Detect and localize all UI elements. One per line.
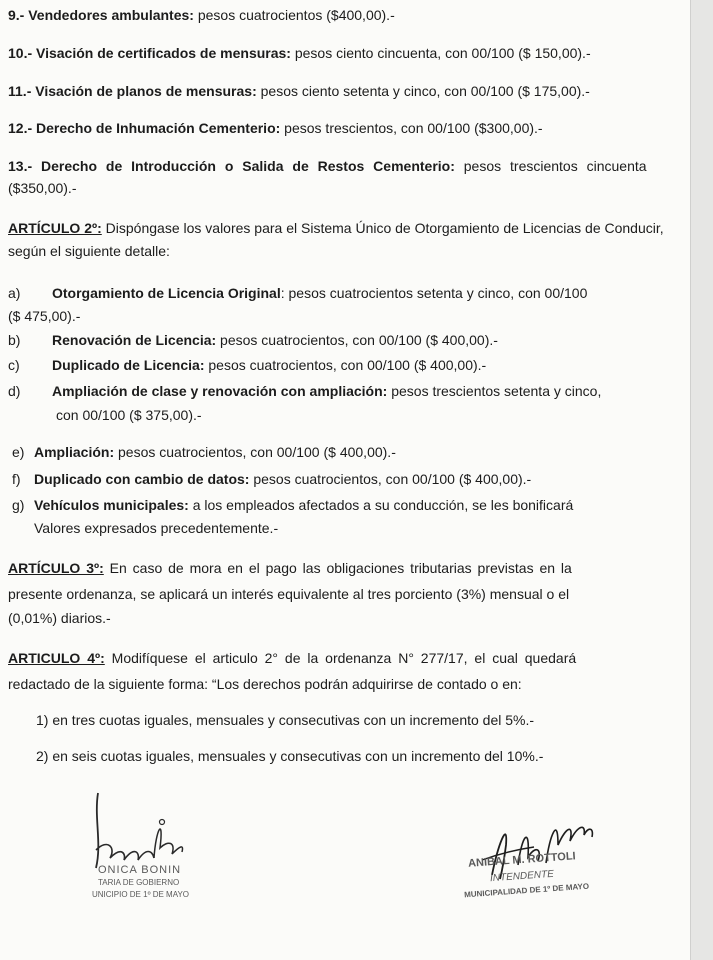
item-13: 13.- Derecho de Introducción o Salida de Restos Cementerio: pesos trescientos cincuenta	[8, 158, 647, 174]
item-11: 11.- Visación de planos de mensuras: pesos ciento setenta y cinco, con 00/100 ($ 175,00).-	[8, 83, 590, 99]
art2-item-c: c) Duplicado de Licencia: pesos cuatrocientos, con 00/100 ($ 400,00).-	[8, 357, 487, 373]
page-edge	[690, 0, 713, 960]
art2-item-d-cont: con 00/100 ($ 375,00).-	[56, 407, 202, 423]
item-12: 12.- Derecho de Inhumación Cementerio: pesos trescientos, con 00/100 ($300,00).-	[8, 120, 543, 136]
art4-line1: ARTICULO 4º: Modifíquese el articulo 2° de la ordenanza N° 277/17, el cual quedará	[8, 650, 577, 666]
stamp-left-name: ONICA BONIN	[98, 864, 182, 876]
item-9: 9.- Vendedores ambulantes: pesos cuatrocientos ($400,00).-	[8, 7, 395, 23]
item-13-cont: ($350,00).-	[8, 180, 77, 196]
stamp-right-role: INTENDENTE	[489, 868, 555, 885]
art3-line3: (0,01%) diarios.-	[8, 610, 111, 626]
art2-item-g: g) Vehículos municipales: a los empleados afectados a su conducción, se les bonificará	[12, 497, 574, 513]
art2-line2: según el siguiente detalle:	[8, 243, 170, 259]
art2-item-e: e) Ampliación: pesos cuatrocientos, con 00/100 ($ 400,00).-	[12, 444, 396, 460]
stamp-left-org: UNICIPIO DE 1º DE MAYO	[92, 890, 190, 899]
art4-option-1: 1) en tres cuotas iguales, mensuales y consecutivas con un incremento del 5%.-	[36, 712, 535, 728]
item-10: 10.- Visación de certificados de mensuras: pesos ciento cincuenta, con 00/100 ($ 150,00).-	[8, 45, 591, 61]
stamp-right-org: MUNICIPALIDAD DE 1º DE MAYO	[463, 881, 590, 900]
art2-item-d: d) Ampliación de clase y renovación con ampliación: pesos trescientos setenta y cinco,	[8, 383, 602, 399]
art2-line1: ARTÍCULO 2º: Dispóngase los valores para el Sistema Único de Otorgamiento de Licencias de Conducir,	[8, 220, 664, 236]
art3-line1: ARTÍCULO 3º: En caso de mora en el pago las obligaciones tributarias previstas en la	[8, 560, 572, 576]
art2-item-a-cont: ($ 475,00).-	[8, 308, 81, 324]
stamp-left-role: TARIA DE GOBIERNO	[98, 878, 180, 887]
art2-item-b: b) Renovación de Licencia: pesos cuatrocientos, con 00/100 ($ 400,00).-	[8, 332, 498, 348]
art2-item-f: f) Duplicado con cambio de datos: pesos cuatrocientos, con 00/100 ($ 400,00).-	[12, 471, 532, 487]
art4-option-2: 2) en seis cuotas iguales, mensuales y consecutivas con un incremento del 10%.-	[36, 748, 544, 764]
art2-item-g-cont: Valores expresados precedentemente.-	[34, 520, 279, 536]
art2-item-a: a) Otorgamiento de Licencia Original: pesos cuatrocientos setenta y cinco, con 00/100	[8, 285, 588, 301]
art3-line2: presente ordenanza, se aplicará un interés equivalente al tres porciento (3%) mensual o el	[8, 586, 570, 602]
art4-line2: redactado de la siguiente forma: “Los derechos podrán adquirirse de contado o en:	[8, 676, 522, 692]
stamp-right-name: ANIBAL M. ROTTOLI	[467, 850, 577, 870]
